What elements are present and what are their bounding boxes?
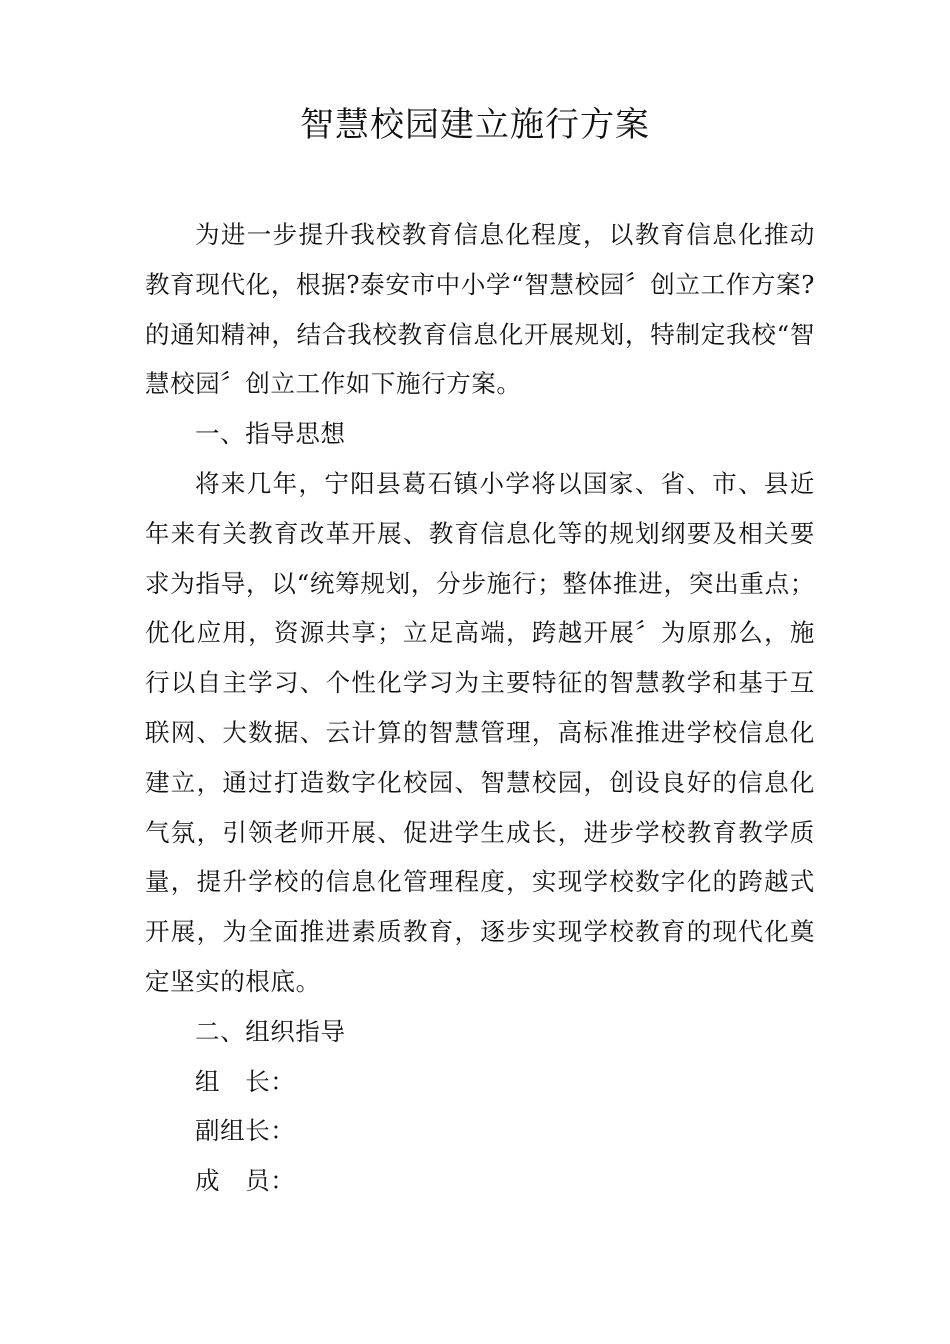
- leader-label: 组 长：: [195, 1066, 296, 1096]
- document-body: [145, 210, 815, 1206]
- members-label: 成 员：: [195, 1166, 296, 1196]
- section-heading-guiding-ideology: 一、指导思想: [195, 419, 346, 449]
- deputy-leader-label: 副组长：: [195, 1116, 296, 1146]
- intro-paragraph: 为进一步提升我校教育信息化程度，以教育信息化推动教育现代化，根据?泰安市中小学“智慧校园〞创立工作方案?的通知精神，结合我校教育信息化开展规划，特制定我校“智慧校园〞创立工作如下施行方案。: [145, 220, 815, 399]
- section-heading-organization: 二、组织指导: [195, 1016, 346, 1046]
- guiding-ideology-paragraph: 将来几年，宁阳县葛石镇小学将以国家、省、市、县近年来有关教育改革开展、教育信息化等的规划纲要及相关要求为指导，以“统筹规划，分步施行；整体推进，突出重点；优化应用，资源共享；立足高端，跨越开展〞为原那么，施行以自主学习、个性化学习为主要特征的智慧教学和基于互联网、大数据、云计算的智慧管理，高标准推进学校信息化建立，通过打造数字化校园、智慧校园，创设良好的信息化气氛，引领老师开展、促进学生成长，进步学校教育教学质量，提升学校的信息化管理程度，实现学校数字化的跨越式开展，为全面推进素质教育，逐步实现学校教育的现代化奠定坚实的根底。: [145, 468, 815, 996]
- document-title: 智慧校园建立施行方案: [300, 105, 650, 145]
